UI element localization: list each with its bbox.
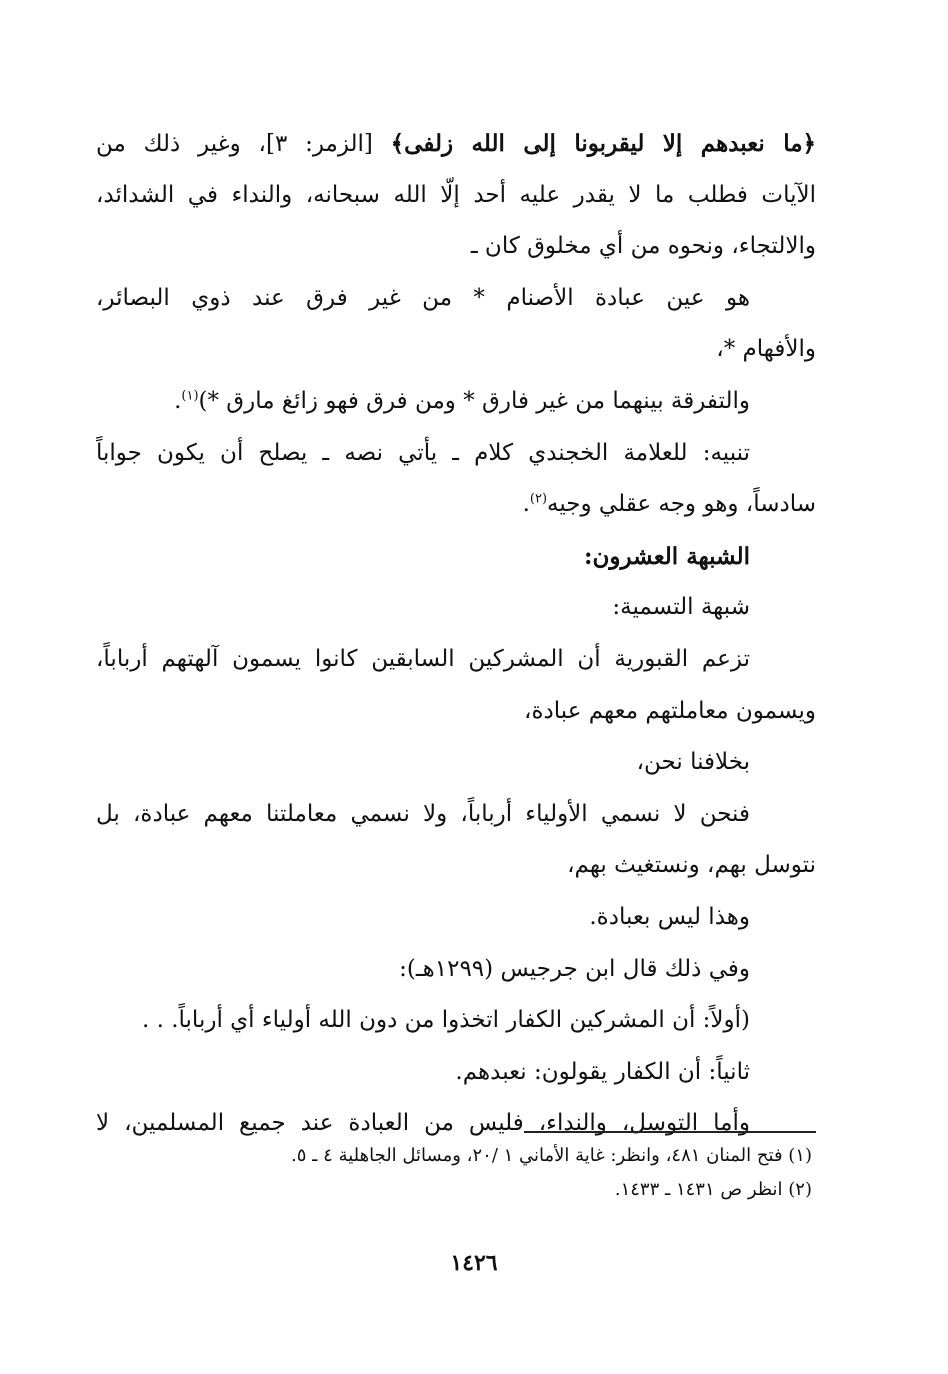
page-body bbox=[96, 118, 816, 1150]
text-line-10: شبهة التسمية: bbox=[612, 594, 750, 621]
text-line-15: نتوسل بهم، ونستغيث بهم، bbox=[567, 852, 816, 879]
text-line-11: تزعم القبورية أن المشركين السابقين كانوا يسمون آلهتهم أرباباً، bbox=[96, 645, 750, 672]
footnote-marker-1: (١) bbox=[181, 388, 199, 404]
footnotes bbox=[96, 1131, 816, 1207]
text-line-14: فنحن لا نسمي الأولياء أرباباً، ولا نسمي معاملتنا معهم عبادة، بل bbox=[96, 800, 750, 827]
footnote-1: (١) فتح المنان ٤٨١، وانظر: غاية الأماني ١ /٢٠، ومسائل الجاهلية ٤ ـ ٥. bbox=[291, 1145, 812, 1166]
text-line-5: والأفهام *، bbox=[716, 336, 816, 363]
text-line-18: (أولاً: أن المشركين الكفار اتخذوا من دون الله أولياء أي أرباباً. . . bbox=[141, 1007, 750, 1034]
footnote-marker-2: (٢) bbox=[529, 491, 548, 507]
text-line-17: وفي ذلك قال ابن جرجيس (١٢٩٩هـ): bbox=[399, 955, 750, 982]
footnote-2: (٢) انظر ص ١٤٣١ ـ ١٤٣٣. bbox=[614, 1179, 812, 1200]
text-line-6-main: والتفرقة بينهما من غير فارق * ومن فرق فهو زائغ مارق *) bbox=[198, 387, 750, 414]
section-heading: الشبهة العشرون: bbox=[584, 542, 750, 570]
page-number: ١٤٢٦ bbox=[450, 1250, 498, 1276]
text-line-16: وهذا ليس بعبادة. bbox=[589, 903, 750, 930]
text-line-19: ثانياً: أن الكفار يقولون: نعبدهم. bbox=[455, 1058, 750, 1085]
text-line-6 bbox=[96, 376, 816, 428]
text-line-8 bbox=[96, 479, 816, 531]
text-line-8-main: سادساً، وهو وجه عقلي وجيه bbox=[547, 491, 816, 518]
text-line-6-end: . bbox=[174, 387, 182, 414]
text-line-2: الآيات فطلب ما لا يقدر عليه أحد إلّا الله سبحانه، والنداء في الشدائد، bbox=[96, 181, 816, 208]
quran-verse: ﴿ما نعبدهم إلا ليقربونا إلى الله زلفى﴾ bbox=[390, 130, 816, 157]
text-line-8-end: . bbox=[522, 491, 530, 518]
text-line-4: هو عين عبادة الأصنام * من غير فرق عند ذوي البصائر، bbox=[96, 284, 750, 311]
text-line-13: بخلافنا نحن، bbox=[636, 749, 750, 776]
text-line-1 bbox=[96, 118, 816, 170]
footnote-divider bbox=[524, 1131, 816, 1133]
text-line-1-rest: [الزمر: ٣]، وغير ذلك من bbox=[96, 131, 391, 157]
text-line-20: وأما التوسل، والنداء، فليس من العبادة عند جميع المسلمين، لا bbox=[96, 1110, 750, 1137]
text-line-7: تنبيه: للعلامة الخجندي كلام ـ يأتي نصه ـ يصلح أن يكون جواباً bbox=[96, 439, 750, 466]
text-line-12: ويسمون معاملتهم معهم عبادة، bbox=[524, 697, 816, 724]
text-line-3: والالتجاء، ونحوه من أي مخلوق كان ـ bbox=[470, 233, 816, 260]
